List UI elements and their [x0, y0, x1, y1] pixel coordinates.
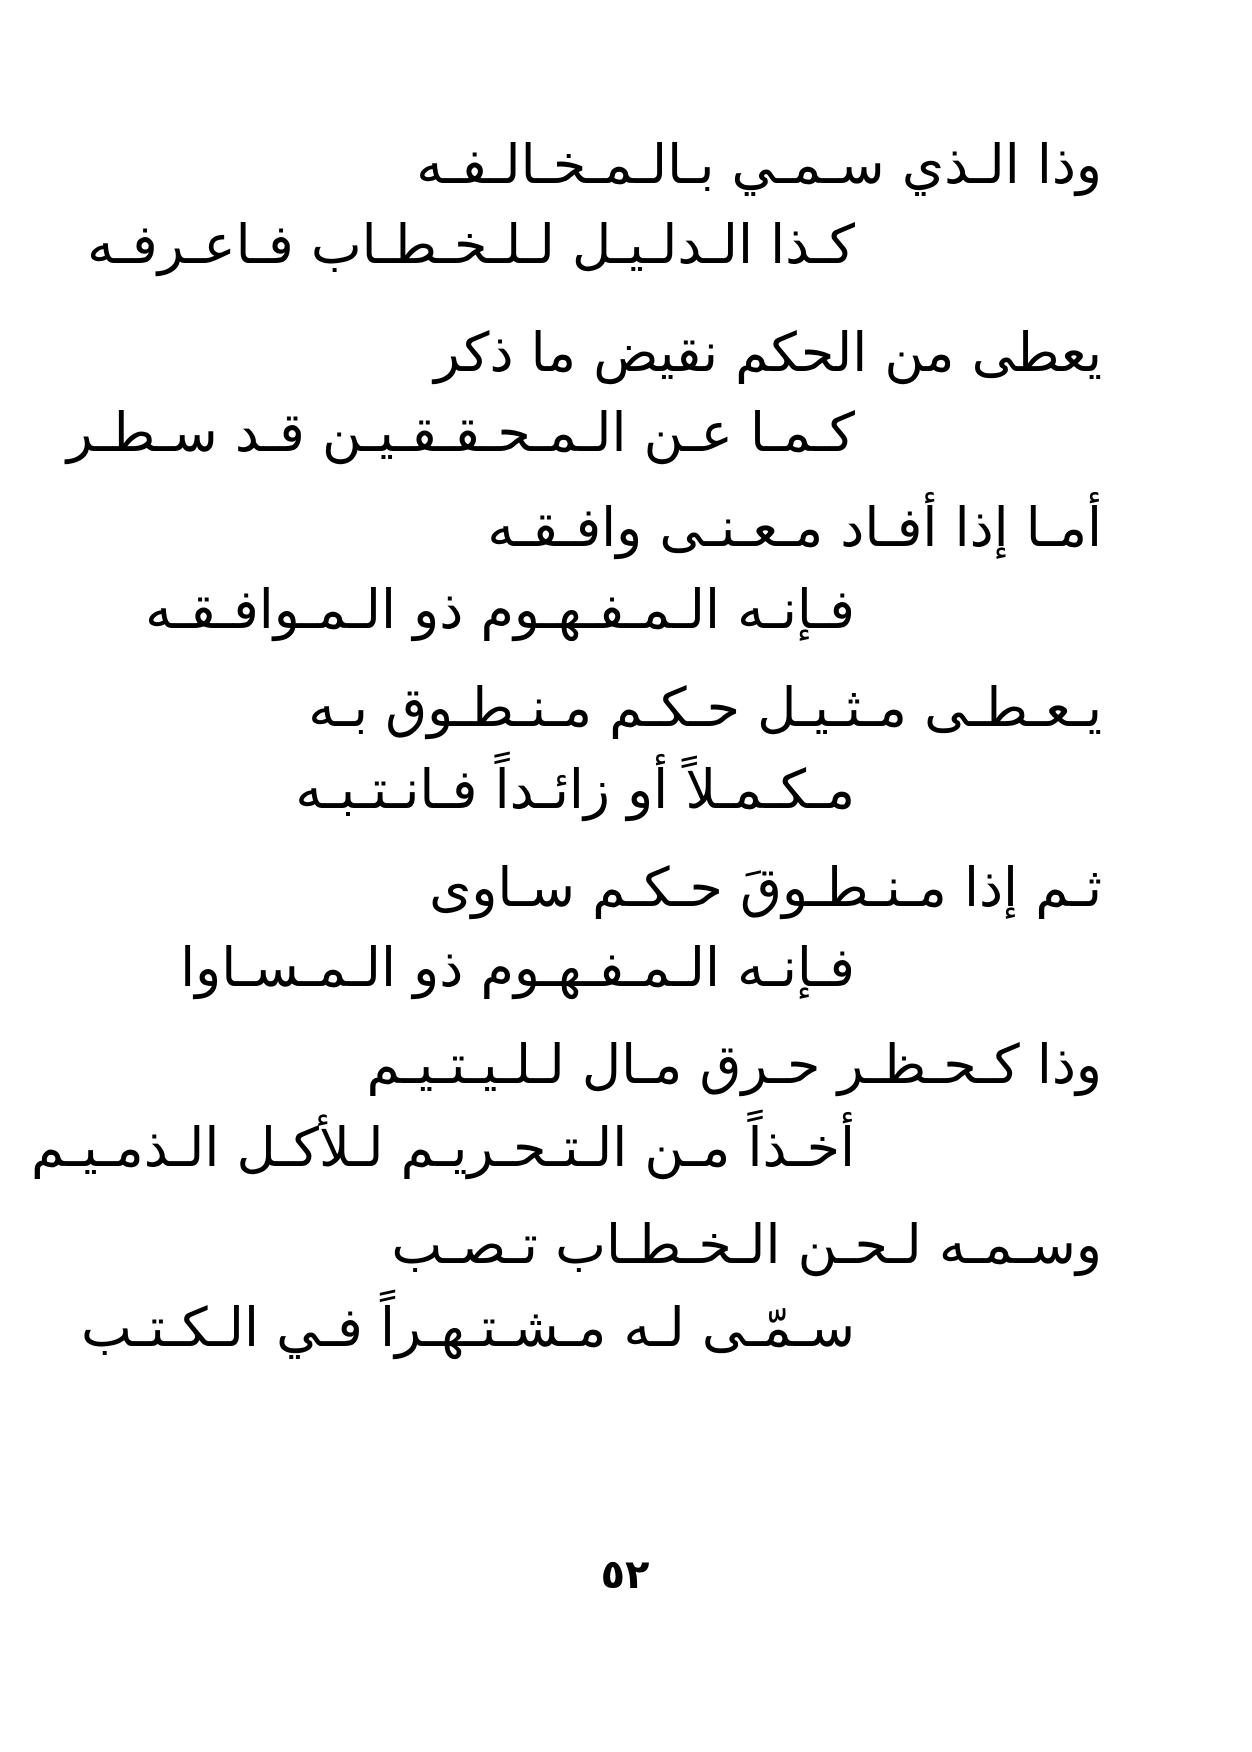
verse-line-2: كـذا الـدلـيـل لـلـخـطـاب فـاعـرفـه: [87, 213, 855, 276]
verse-line-1: وذا الـذي سـمـي بـالـمـخـالـفـه: [416, 133, 1102, 196]
verse-line-4: كـمـا عـن الـمـحـقـقـيـن قـد سـطـر: [66, 401, 855, 464]
page-number: ٥٢: [600, 1552, 650, 1598]
verse-line-7: يـعـطـى مـثـيـل حـكـم مـنـطـوق بـه: [308, 676, 1102, 739]
verse-line-5: أمـا إذا أفـاد مـعـنـى وافـقـه: [487, 496, 1102, 559]
verse-line-10: فـإنـه الـمـفـهـوم ذو الـمـسـاوا: [180, 936, 855, 999]
verse-line-14: سـمّـى لـه مـشـتـهـراً فـي الـكـتـب: [80, 1296, 855, 1359]
verse-line-12: أخـذاً مـن الـتـحـريـم لـلأكـل الـذمـيـم: [30, 1116, 855, 1179]
verse-line-8: مـكـمـلاً أو زائـداً فـانـتـبـه: [295, 758, 855, 821]
verse-line-9: ثـم إذا مـنـطـوقَ حـكـم سـاوى: [429, 856, 1102, 919]
verse-line-3: يعطى من الحكم نقيض ما ذكر: [433, 321, 1102, 384]
verse-line-13: وسـمـه لـحـن الـخـطـاب تـصـب: [391, 1213, 1102, 1276]
verse-line-6: فـإنـه الـمـفـهـوم ذو الـمـوافـقـه: [145, 578, 855, 641]
verse-line-11: وذا كـحـظـر حـرق مـال لـلـيـتـيـم: [366, 1033, 1102, 1096]
